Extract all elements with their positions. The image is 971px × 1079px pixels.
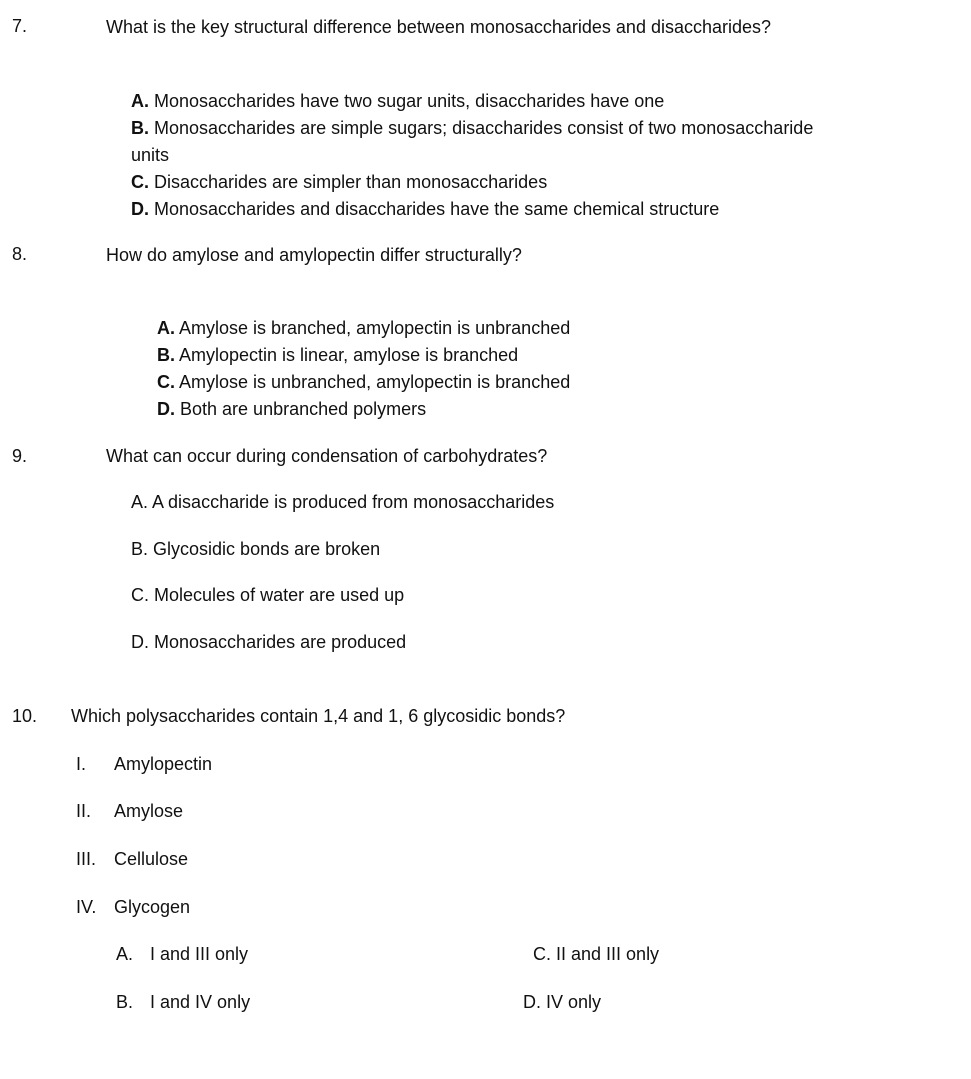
question-9-option-a[interactable] <box>131 492 554 514</box>
option-letter: A. <box>131 91 149 111</box>
option-text: Monosaccharides and disaccharides have the same chemical structure <box>154 199 720 219</box>
option-letter: C. <box>131 172 149 192</box>
question-10-option-a-text[interactable]: I and III only <box>150 944 249 964</box>
question-8-number: 8. <box>12 244 28 264</box>
question-8-text: How do amylose and amylopectin differ structurally? <box>106 245 522 265</box>
question-9-text: What can occur during condensation of carbohydrates? <box>106 446 548 466</box>
question-10-option-a-letter[interactable]: A. <box>116 944 134 964</box>
question-10-option-d[interactable]: D. IV only <box>523 992 602 1012</box>
statement-numeral: I. <box>76 754 87 774</box>
option-letter: A. <box>131 492 149 512</box>
option-text: Monosaccharides are simple sugars; disaccharides consist of two monosaccharide <box>154 118 814 138</box>
question-7-option-a[interactable] <box>131 91 664 113</box>
option-letter: D. <box>131 632 149 652</box>
question-7-number: 7. <box>12 16 28 36</box>
question-9-option-d[interactable] <box>131 632 406 654</box>
question-7-text: What is the key structural difference between monosaccharides and disaccharides? <box>106 17 772 37</box>
option-text: Amylose is branched, amylopectin is unbranched <box>179 318 571 338</box>
option-text: Amylose is unbranched, amylopectin is branched <box>179 372 571 392</box>
statement-text: Amylose <box>114 801 184 821</box>
option-text: Disaccharides are simpler than monosaccharides <box>154 172 548 192</box>
option-text: Monosaccharides have two sugar units, disaccharides have one <box>154 91 665 111</box>
statement-text: Cellulose <box>114 849 189 869</box>
question-8-option-b[interactable] <box>157 345 518 367</box>
option-text: Molecules of water are used up <box>154 585 405 605</box>
option-letter: C. <box>157 372 175 392</box>
question-10-option-b-text[interactable]: I and IV only <box>150 992 251 1012</box>
question-10-text: Which polysaccharides contain 1,4 and 1, 6 glycosidic bonds? <box>71 706 566 726</box>
question-7-option-c[interactable] <box>131 172 547 194</box>
question-7-option-b-continuation: units <box>131 145 170 165</box>
question-10-number: 10. <box>12 706 38 726</box>
statement-text: Glycogen <box>114 897 191 917</box>
option-text: Monosaccharides are produced <box>154 632 407 652</box>
question-9-option-b[interactable] <box>131 539 380 561</box>
question-7-option-b[interactable] <box>131 118 813 140</box>
question-8-option-c[interactable] <box>157 372 570 394</box>
question-8-option-d[interactable] <box>157 399 426 421</box>
option-letter: A. <box>157 318 175 338</box>
option-letter: D. <box>157 399 175 419</box>
option-letter: B. <box>131 539 149 559</box>
statement-text: Amylopectin <box>114 754 213 774</box>
option-letter: D. <box>131 199 149 219</box>
option-text: Glycosidic bonds are broken <box>153 539 381 559</box>
statement-numeral: II. <box>76 801 92 821</box>
question-9-number: 9. <box>12 446 28 466</box>
question-8-option-a[interactable] <box>157 318 570 340</box>
question-10-option-b-letter[interactable]: B. <box>116 992 134 1012</box>
statement-numeral: IV. <box>76 897 97 917</box>
option-text: A disaccharide is produced from monosaccharides <box>152 492 555 512</box>
question-9-option-c[interactable] <box>131 585 404 607</box>
option-letter: C. <box>131 585 149 605</box>
option-text: Amylopectin is linear, amylose is branched <box>179 345 519 365</box>
question-10-option-c[interactable]: C. II and III only <box>533 944 660 964</box>
option-letter: B. <box>131 118 149 138</box>
statement-numeral: III. <box>76 849 97 869</box>
option-letter: B. <box>157 345 175 365</box>
question-7-option-d[interactable] <box>131 199 719 221</box>
option-text: Both are unbranched polymers <box>180 399 427 419</box>
